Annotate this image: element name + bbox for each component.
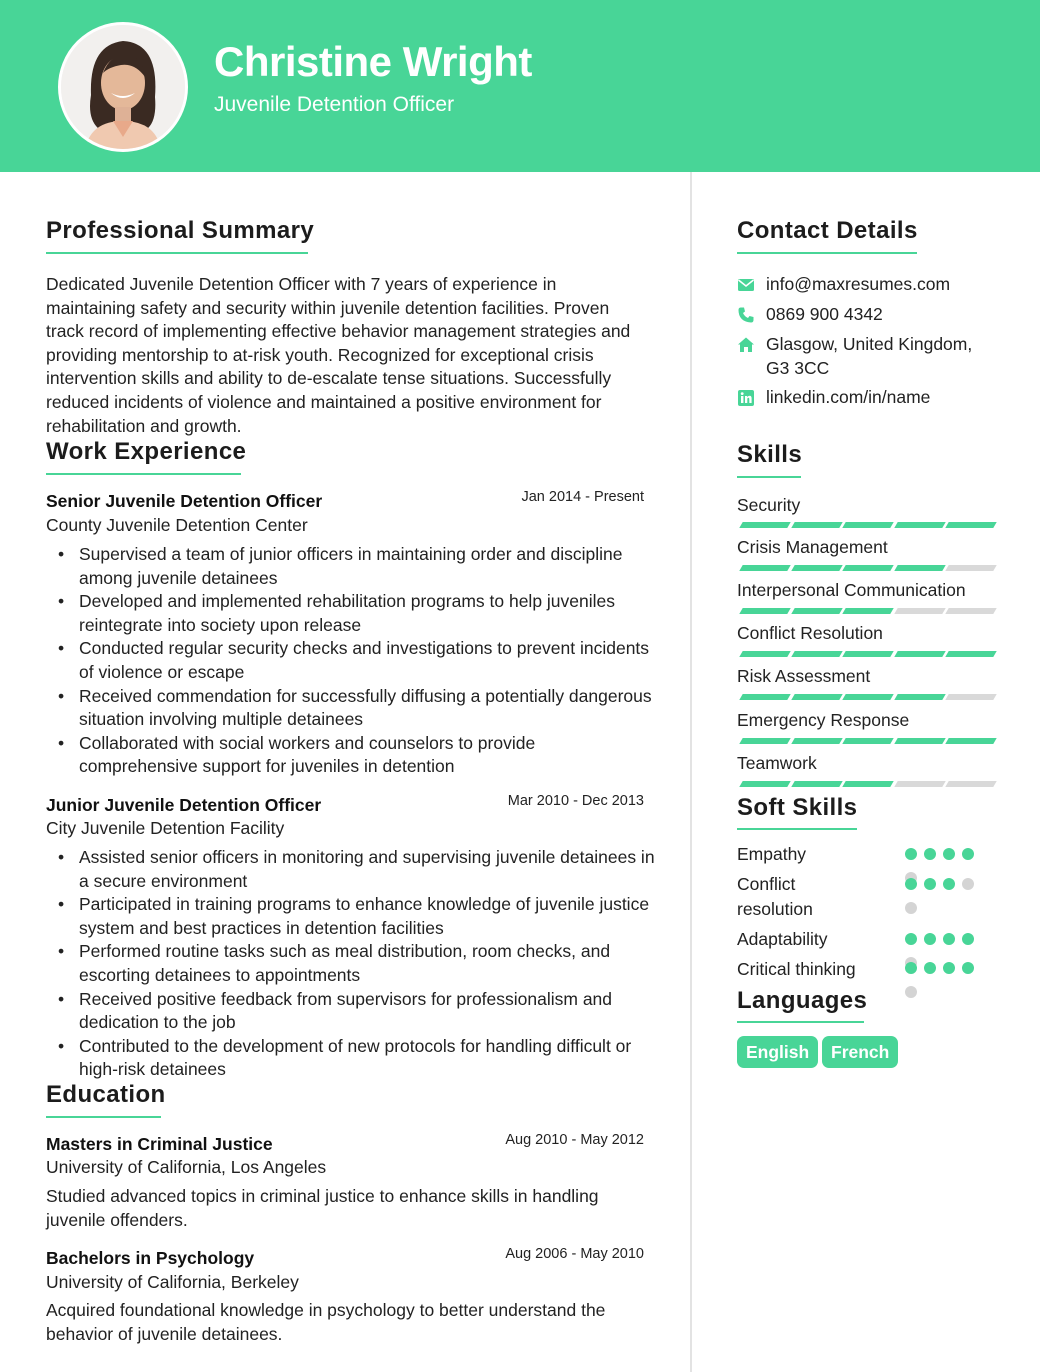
phone-value: 0869 900 4342 <box>766 304 883 324</box>
work-experience-heading-underline <box>46 473 241 475</box>
rating-dot-filled <box>943 848 955 860</box>
skill-segment-filled <box>739 738 790 744</box>
resume-header <box>0 0 1040 172</box>
skill-segment-filled <box>945 522 996 528</box>
job-organization: City Juvenile Detention Facility <box>46 818 285 838</box>
job-bullet: • Assisted senior officers in monitoring and supervising juvenile detainees in a secure environment <box>46 846 656 893</box>
languages-heading-underline <box>737 1021 864 1023</box>
job-bullet: • Contributed to the development of new protocols for handling difficult or high-risk detainees <box>46 1035 656 1082</box>
candidate-role: Juvenile Detention Officer <box>214 93 455 116</box>
contact-email[interactable] <box>737 273 997 297</box>
skill-segment-filled <box>894 738 945 744</box>
skill-segment-filled <box>791 651 842 657</box>
contact-phone[interactable] <box>737 303 997 327</box>
soft-skills-heading: Soft Skills <box>737 794 858 821</box>
soft-skills-heading-underline <box>737 828 857 830</box>
skill-segment-filled <box>739 565 790 571</box>
skill-label: Conflict Resolution <box>737 623 883 643</box>
skill-segment-filled <box>791 694 842 700</box>
job-bullet: • Developed and implemented rehabilitation programs to help juveniles reintegrate into society upon release <box>46 590 656 637</box>
candidate-name: Christine Wright <box>214 38 532 85</box>
rating-dot-filled <box>924 848 936 860</box>
skill-segment-filled <box>791 738 842 744</box>
skill-segment-filled <box>894 565 945 571</box>
skill-rating-bar <box>737 738 993 744</box>
skill-label: Risk Assessment <box>737 666 871 686</box>
skill-segment-filled <box>791 608 842 614</box>
rating-dot-filled <box>962 848 974 860</box>
rating-dot-filled <box>905 878 917 890</box>
rating-dot-filled <box>962 933 974 945</box>
work-experience-heading: Work Experience <box>46 438 247 465</box>
job-organization: County Juvenile Detention Center <box>46 515 308 535</box>
skill-segment-filled <box>842 738 893 744</box>
rating-dot-empty <box>905 986 917 998</box>
skill-rating-bar <box>737 651 993 657</box>
skill-segment-filled <box>791 781 842 787</box>
job-title: Junior Juvenile Detention Officer <box>46 795 322 815</box>
rating-dot-filled <box>905 933 917 945</box>
skill-segment-filled <box>842 694 893 700</box>
rating-dot-filled <box>924 933 936 945</box>
skill-label: Interpersonal Communication <box>737 580 966 600</box>
skill-segment-filled <box>842 608 893 614</box>
skill-segment-filled <box>894 522 945 528</box>
soft-skill-label: Critical thinking <box>737 959 856 979</box>
soft-skill-rating <box>905 962 985 1002</box>
rating-dot-filled <box>924 962 936 974</box>
skill-segment-filled <box>739 781 790 787</box>
rating-dot-filled <box>905 962 917 974</box>
skill-segment-filled <box>945 738 996 744</box>
skill-segment-filled <box>739 608 790 614</box>
skill-segment-empty <box>894 781 945 787</box>
soft-skill-label: Empathy <box>737 844 807 864</box>
skill-rating-bar <box>737 608 993 614</box>
job-bullet: • Collaborated with social workers and counselors to provide comprehensive support for juveniles in detention <box>46 732 656 779</box>
job-bullet: • Participated in training programs to enhance knowledge of juvenile justice system and best practices in detention facilities <box>46 893 656 940</box>
skills-heading: Skills <box>737 441 803 468</box>
rating-dot-filled <box>943 878 955 890</box>
skill-segment-empty <box>945 781 996 787</box>
phone-icon <box>737 306 755 324</box>
skill-rating-bar <box>737 522 993 528</box>
rating-dot-filled <box>924 878 936 890</box>
soft-skill-label: Adaptability <box>737 929 828 949</box>
rating-dot-empty <box>962 878 974 890</box>
education-date: Aug 2010 - May 2012 <box>505 1132 644 1148</box>
rating-dot-filled <box>943 933 955 945</box>
language-pill: French <box>822 1036 898 1068</box>
rating-dot-filled <box>905 848 917 860</box>
profile-photo <box>58 22 188 152</box>
skill-rating-bar <box>737 781 993 787</box>
job-bullet: • Performed routine tasks such as meal distribution, room checks, and escorting detainees to appointments <box>46 940 656 987</box>
school-name: University of California, Los Angeles <box>46 1157 327 1177</box>
skill-segment-filled <box>842 522 893 528</box>
skill-segment-empty <box>945 608 996 614</box>
skill-segment-empty <box>894 608 945 614</box>
languages-heading: Languages <box>737 987 868 1014</box>
skill-segment-filled <box>842 565 893 571</box>
skill-segment-filled <box>739 651 790 657</box>
email-value: info@maxresumes.com <box>766 274 951 294</box>
summary-text: Dedicated Juvenile Detention Officer with 7 years of experience in maintaining safety and security within juvenile detention facilities. Proven track record of implementing effective behavior management strategies and providing mentorship to at-risk youth. Recognized for exceptional crisis intervention skills and ability to de-escalate tense situations. Successfully reduced incidents of violence and maintained a positive environment for rehabilitation and growth. <box>46 274 631 436</box>
job-bullets <box>46 846 656 1082</box>
education-description: Studied advanced topics in criminal justice to enhance skills in handling juvenile offenders. <box>46 1186 599 1230</box>
soft-skill-label: Conflict resolution <box>737 874 813 919</box>
job-date: Mar 2010 - Dec 2013 <box>507 793 644 809</box>
education-date: Aug 2006 - May 2010 <box>505 1246 644 1262</box>
linkedin-icon <box>737 389 755 407</box>
skill-segment-filled <box>791 522 842 528</box>
contact-heading-underline <box>737 252 917 254</box>
skill-label: Emergency Response <box>737 710 910 730</box>
school-name: University of California, Berkeley <box>46 1272 299 1292</box>
contact-linkedin[interactable] <box>737 386 997 410</box>
column-divider <box>690 172 692 1372</box>
skill-rating-bar <box>737 565 993 571</box>
language-pill: English <box>737 1036 818 1068</box>
email-icon <box>737 276 755 294</box>
job-bullets <box>46 543 656 779</box>
education-description: Acquired foundational knowledge in psychology to better understand the behavior of juvenile detainees. <box>46 1300 606 1344</box>
summary-heading-underline <box>46 252 308 254</box>
skill-segment-filled <box>791 565 842 571</box>
contact-heading: Contact Details <box>737 217 918 244</box>
job-bullet: • Conducted regular security checks and investigations to prevent incidents of violence or escape <box>46 637 656 684</box>
soft-skill-rating <box>905 878 985 918</box>
skill-segment-filled <box>739 694 790 700</box>
rating-dot-filled <box>962 962 974 974</box>
rating-dot-filled <box>943 962 955 974</box>
person-portrait-icon <box>61 25 185 149</box>
summary-heading: Professional Summary <box>46 217 315 244</box>
skill-segment-empty <box>945 565 996 571</box>
job-bullet: • Supervised a team of junior officers in maintaining order and discipline among juvenile detainees <box>46 543 656 590</box>
skill-segment-filled <box>894 694 945 700</box>
linkedin-value: linkedin.com/in/name <box>766 387 931 407</box>
skill-segment-filled <box>894 651 945 657</box>
education-heading-underline <box>46 1116 161 1118</box>
degree-title: Bachelors in Psychology <box>46 1248 255 1268</box>
skill-rating-bar <box>737 694 993 700</box>
rating-dot-empty <box>905 902 917 914</box>
skill-segment-empty <box>945 694 996 700</box>
job-date: Jan 2014 - Present <box>521 489 644 505</box>
skill-label: Crisis Management <box>737 537 888 557</box>
skill-segment-filled <box>739 522 790 528</box>
skill-segment-filled <box>842 651 893 657</box>
job-title: Senior Juvenile Detention Officer <box>46 491 323 511</box>
job-bullet: • Received commendation for successfully diffusing a potentially dangerous situation involving multiple detainees <box>46 685 656 732</box>
skill-segment-filled <box>945 651 996 657</box>
contact-address <box>737 333 997 381</box>
home-icon <box>737 336 755 354</box>
job-bullet: • Received positive feedback from supervisors for professionalism and dedication to the job <box>46 988 656 1035</box>
address-value: Glasgow, United Kingdom, G3 3CC <box>766 334 973 378</box>
skill-label: Teamwork <box>737 753 817 773</box>
education-heading: Education <box>46 1081 166 1108</box>
skills-heading-underline <box>737 476 801 478</box>
skill-segment-filled <box>842 781 893 787</box>
skill-label: Security <box>737 495 801 515</box>
degree-title: Masters in Criminal Justice <box>46 1134 273 1154</box>
